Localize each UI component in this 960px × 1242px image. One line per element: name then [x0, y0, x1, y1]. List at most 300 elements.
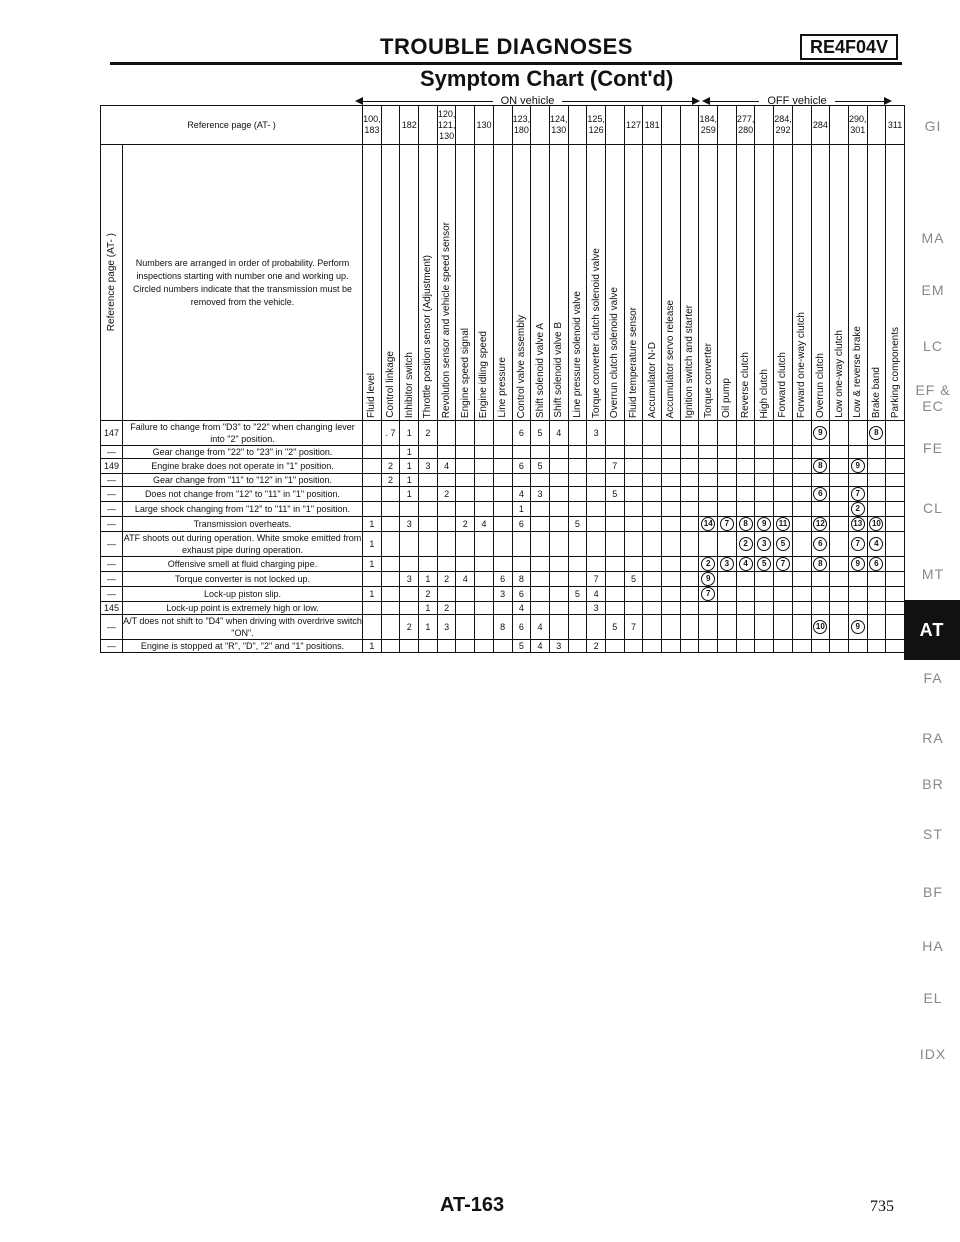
column-header — [493, 145, 512, 421]
probability-cell — [643, 640, 662, 653]
column-header — [568, 145, 587, 421]
symptom-reference-page: — — [101, 640, 123, 653]
probability-cell — [475, 487, 494, 502]
probability-cell — [605, 532, 624, 557]
probability-cell — [792, 502, 811, 517]
column-reference-page: 130 — [475, 106, 494, 145]
probability-cell — [848, 640, 867, 653]
probability-cell: . 7 — [381, 421, 400, 446]
probability-cell — [867, 615, 886, 640]
circled-number-icon: 7 — [720, 517, 734, 531]
probability-cell — [774, 517, 793, 532]
circled-number-icon: 9 — [813, 426, 827, 440]
probability-cell — [549, 459, 568, 474]
probability-cell — [699, 557, 718, 572]
probability-cell — [680, 615, 699, 640]
column-name: Parking components — [889, 326, 901, 418]
probability-cell — [643, 532, 662, 557]
column-names-row — [101, 145, 905, 421]
probability-cell — [774, 572, 793, 587]
probability-cell — [605, 517, 624, 532]
probability-cell — [755, 602, 774, 615]
column-reference-page: 100, 183 — [363, 106, 382, 145]
probability-cell — [699, 532, 718, 557]
probability-cell — [680, 502, 699, 517]
probability-cell: 2 — [381, 459, 400, 474]
probability-cell: 2 — [400, 615, 419, 640]
column-name: Reverse clutch — [740, 351, 752, 418]
probability-cell: 1 — [363, 640, 382, 653]
symptom-row — [101, 615, 905, 640]
column-name: Fluid level — [366, 372, 378, 418]
section-tab-mt[interactable]: MT — [921, 566, 945, 582]
probability-cell: 6 — [512, 587, 531, 602]
probability-cell — [848, 602, 867, 615]
probability-cell — [475, 602, 494, 615]
probability-cell — [830, 532, 849, 557]
column-name: Shift solenoid valve B — [553, 322, 565, 418]
circled-number-icon: 8 — [813, 459, 827, 473]
probability-cell — [549, 587, 568, 602]
circled-number-icon: 9 — [851, 557, 865, 571]
probability-cell — [475, 474, 494, 487]
probability-cell — [830, 572, 849, 587]
column-name: Line pressure — [497, 357, 509, 418]
probability-cell: 3 — [419, 459, 438, 474]
circled-number-icon: 6 — [813, 487, 827, 501]
probability-cell — [662, 459, 681, 474]
probability-cell — [549, 502, 568, 517]
probability-cell — [363, 421, 382, 446]
probability-cell — [792, 557, 811, 572]
circled-number-icon: 11 — [776, 517, 790, 531]
column-reference-page — [718, 106, 737, 145]
probability-cell — [848, 572, 867, 587]
symptom-description: Failure to change from "D3" to "22" when changing lever into "2" position. — [123, 421, 363, 446]
probability-cell — [792, 421, 811, 446]
probability-cell — [643, 421, 662, 446]
probability-cell: 1 — [419, 572, 438, 587]
symptom-reference-page: — — [101, 557, 123, 572]
probability-cell — [568, 502, 587, 517]
probability-cell — [886, 421, 905, 446]
probability-cell — [699, 587, 718, 602]
probability-cell — [624, 587, 643, 602]
probability-cell — [419, 640, 438, 653]
probability-cell — [493, 532, 512, 557]
probability-cell — [811, 587, 830, 602]
probability-cell — [755, 532, 774, 557]
section-tab-cl[interactable]: CL — [923, 500, 943, 516]
probability-cell — [363, 502, 382, 517]
probability-cell — [718, 474, 737, 487]
reference-page-row — [101, 106, 905, 145]
probability-cell — [493, 557, 512, 572]
probability-cell: 1 — [363, 517, 382, 532]
probability-cell — [830, 557, 849, 572]
probability-cell — [867, 557, 886, 572]
column-name: Overrun clutch solenoid valve — [609, 286, 621, 418]
column-name: Brake band — [870, 366, 882, 418]
probability-cell — [755, 587, 774, 602]
circled-number-icon: 3 — [720, 557, 734, 571]
probability-cell — [736, 640, 755, 653]
probability-cell — [531, 557, 550, 572]
probability-cell — [419, 502, 438, 517]
probability-cell — [811, 474, 830, 487]
probability-cell: 4 — [512, 602, 531, 615]
probability-cell — [699, 502, 718, 517]
section-tab-st[interactable]: ST — [923, 826, 943, 842]
symptom-description: A/T does not shift to "D4" when driving with overdrive switch "ON". — [123, 616, 362, 638]
symptom-row — [101, 421, 905, 446]
symptom-reference-page: — — [101, 572, 123, 587]
probability-cell — [886, 459, 905, 474]
symptom-reference-page: — — [101, 532, 123, 557]
probability-cell — [531, 587, 550, 602]
probability-cell — [437, 474, 456, 487]
section-tab-ra[interactable]: RA — [922, 730, 944, 746]
circled-number-icon: 2 — [851, 502, 865, 516]
probability-cell — [475, 502, 494, 517]
probability-cell — [605, 557, 624, 572]
probability-cell — [755, 640, 774, 653]
probability-cell: 1 — [400, 474, 419, 487]
column-name: Shift solenoid valve A — [534, 322, 546, 418]
probability-cell: 3 — [531, 487, 550, 502]
probability-cell — [718, 421, 737, 446]
section-tab-lc[interactable]: LC — [923, 338, 943, 354]
column-reference-page — [755, 106, 774, 145]
probability-cell — [680, 446, 699, 459]
symptom-description: Torque converter is not locked up. — [123, 572, 363, 587]
probability-cell — [493, 474, 512, 487]
probability-cell — [531, 602, 550, 615]
probability-cell — [493, 459, 512, 474]
probability-cell — [680, 474, 699, 487]
probability-cell — [774, 459, 793, 474]
probability-cell: 8 — [512, 572, 531, 587]
probability-cell: 1 — [400, 421, 419, 446]
probability-cell — [568, 572, 587, 587]
column-reference-page — [456, 106, 475, 145]
probability-cell — [624, 557, 643, 572]
probability-cell — [568, 640, 587, 653]
section-tab-ha[interactable]: HA — [922, 938, 944, 954]
probability-cell — [587, 517, 606, 532]
probability-cell — [587, 532, 606, 557]
circled-number-icon: 2 — [701, 557, 715, 571]
circled-number-icon: 9 — [851, 620, 865, 634]
symptom-description: Transmission overheats. — [123, 517, 363, 532]
probability-cell: 6 — [512, 615, 531, 640]
column-header — [605, 145, 624, 421]
probability-cell: 3 — [400, 517, 419, 532]
section-tab-at[interactable]: AT — [904, 600, 960, 660]
section-tab-br[interactable]: BR — [922, 776, 944, 792]
probability-cell — [736, 532, 755, 557]
circled-number-icon: 9 — [851, 459, 865, 473]
column-name: Revolution sensor and vehicle speed sensor — [441, 221, 453, 418]
probability-cell — [886, 517, 905, 532]
probability-cell — [363, 602, 382, 615]
probability-cell — [456, 587, 475, 602]
probability-cell — [736, 587, 755, 602]
probability-cell — [755, 502, 774, 517]
probability-cell — [867, 572, 886, 587]
probability-cell: 3 — [437, 615, 456, 640]
probability-cell — [718, 502, 737, 517]
symptom-row — [101, 572, 905, 587]
probability-cell — [886, 640, 905, 653]
symptom-reference-page: — — [101, 502, 123, 517]
probability-cell — [830, 517, 849, 532]
column-reference-page: 127 — [624, 106, 643, 145]
probability-cell — [475, 421, 494, 446]
probability-cell — [699, 487, 718, 502]
probability-cell — [568, 602, 587, 615]
column-name: Forward clutch — [777, 352, 789, 418]
probability-cell — [381, 446, 400, 459]
section-tab-em[interactable]: EM — [921, 282, 945, 298]
probability-cell — [605, 572, 624, 587]
symptom-reference-page: 145 — [101, 602, 123, 615]
section-tab-gi[interactable]: GI — [924, 118, 942, 134]
probability-cell — [568, 421, 587, 446]
symptom-reference-page: 147 — [101, 421, 123, 446]
probability-cell — [643, 572, 662, 587]
column-header — [792, 145, 811, 421]
section-tab-idx[interactable]: IDX — [919, 1046, 947, 1062]
circled-number-icon: 7 — [776, 557, 790, 571]
probability-cell: 5 — [605, 615, 624, 640]
probability-cell — [437, 532, 456, 557]
column-header — [643, 145, 662, 421]
column-header — [381, 145, 400, 421]
probability-cell — [830, 587, 849, 602]
column-reference-page: 182 — [400, 106, 419, 145]
symptom-description: Gear change from "11" to "12" in "1" position. — [123, 474, 363, 487]
probability-cell — [475, 640, 494, 653]
column-header — [587, 145, 606, 421]
probability-cell: 1 — [419, 602, 438, 615]
probability-cell — [886, 487, 905, 502]
probability-cell: 4 — [456, 572, 475, 587]
probability-cell — [568, 557, 587, 572]
probability-cell — [830, 487, 849, 502]
probability-cell — [811, 517, 830, 532]
probability-cell — [624, 474, 643, 487]
probability-cell: 5 — [605, 487, 624, 502]
probability-cell — [848, 474, 867, 487]
symptom-reference-page: — — [101, 615, 123, 640]
probability-cell — [662, 615, 681, 640]
circled-number-icon: 6 — [813, 537, 827, 551]
probability-cell — [718, 487, 737, 502]
arrow-left-icon — [355, 97, 363, 105]
probability-cell — [381, 502, 400, 517]
probability-cell — [605, 421, 624, 446]
column-reference-page: 181 — [643, 106, 662, 145]
probability-cell — [475, 615, 494, 640]
probability-cell — [811, 459, 830, 474]
circled-number-icon: 7 — [851, 537, 865, 551]
probability-cell — [886, 615, 905, 640]
probability-cell — [718, 459, 737, 474]
probability-cell — [624, 532, 643, 557]
probability-cell — [680, 602, 699, 615]
section-tab-fe[interactable]: FE — [923, 440, 943, 456]
probability-cell — [811, 421, 830, 446]
section-tab-fa[interactable]: FA — [923, 670, 943, 686]
symptom-description: Does not change from "12" to "11" in "1" position. — [123, 487, 363, 502]
probability-cell — [643, 446, 662, 459]
probability-cell — [456, 446, 475, 459]
probability-cell: 5 — [531, 459, 550, 474]
column-reference-page — [419, 106, 438, 145]
section-tab-ma[interactable]: MA — [921, 230, 945, 246]
column-reference-page — [605, 106, 624, 145]
circled-number-icon: 2 — [739, 537, 753, 551]
probability-cell — [587, 615, 606, 640]
probability-cell — [531, 474, 550, 487]
probability-cell — [363, 446, 382, 459]
probability-cell — [867, 446, 886, 459]
probability-cell: 1 — [363, 557, 382, 572]
probability-cell — [475, 532, 494, 557]
probability-cell — [456, 421, 475, 446]
probability-cell: 4 — [437, 459, 456, 474]
column-name: Inhibitor switch — [403, 351, 415, 418]
probability-cell — [531, 572, 550, 587]
probability-cell — [549, 572, 568, 587]
probability-cell — [774, 615, 793, 640]
circled-number-icon: 10 — [869, 517, 883, 531]
section-tab-bf[interactable]: BF — [923, 884, 943, 900]
column-reference-page — [493, 106, 512, 145]
section-tab-ef-ec[interactable]: EF & EC — [915, 382, 951, 414]
column-header — [512, 145, 531, 421]
column-name: Overrun clutch — [814, 352, 826, 418]
probability-cell — [662, 532, 681, 557]
probability-cell — [792, 487, 811, 502]
probability-cell: 8 — [493, 615, 512, 640]
probability-cell — [456, 640, 475, 653]
probability-cell — [381, 587, 400, 602]
probability-cell — [624, 502, 643, 517]
probability-cell — [848, 446, 867, 459]
symptom-description: Lock-up piston slip. — [123, 587, 363, 602]
column-header — [624, 145, 643, 421]
probability-cell — [774, 446, 793, 459]
probability-cell — [381, 572, 400, 587]
probability-cell — [755, 421, 774, 446]
column-header — [774, 145, 793, 421]
symptom-reference-page: — — [101, 587, 123, 602]
probability-cell: 6 — [512, 459, 531, 474]
probability-cell: 3 — [493, 587, 512, 602]
probability-cell — [624, 602, 643, 615]
probability-cell: 4 — [549, 421, 568, 446]
probability-cell — [587, 487, 606, 502]
probability-cell — [736, 487, 755, 502]
symptom-row — [101, 502, 905, 517]
probability-cell — [475, 459, 494, 474]
column-name: Engine speed signal — [459, 327, 471, 418]
symptom-row — [101, 532, 905, 557]
column-reference-page — [830, 106, 849, 145]
probability-cell: 6 — [512, 517, 531, 532]
probability-cell — [662, 474, 681, 487]
probability-cell — [848, 615, 867, 640]
probability-cell — [736, 446, 755, 459]
probability-cell — [755, 517, 774, 532]
column-name: Accumulator N-D — [646, 341, 658, 418]
symptom-reference-page: — — [101, 446, 123, 459]
probability-cell — [381, 557, 400, 572]
probability-cell — [680, 517, 699, 532]
probability-cell — [643, 474, 662, 487]
probability-cell: 4 — [531, 640, 550, 653]
probability-cell — [363, 487, 382, 502]
probability-cell — [792, 587, 811, 602]
probability-cell — [886, 446, 905, 459]
probability-cell — [624, 446, 643, 459]
probability-cell — [792, 640, 811, 653]
vertical-ref-text: Reference page (AT- ) — [106, 233, 117, 332]
probability-cell — [605, 640, 624, 653]
probability-cell — [437, 517, 456, 532]
probability-cell — [755, 572, 774, 587]
symptom-description: Engine is stopped at "R", "D", "2" and "1" positions. — [123, 640, 363, 653]
probability-cell: 2 — [437, 572, 456, 587]
column-reference-page: 124, 130 — [549, 106, 568, 145]
probability-cell — [886, 474, 905, 487]
probability-cell — [718, 557, 737, 572]
symptom-description: Offensive smell at fluid charging pipe. — [123, 557, 363, 572]
probability-cell: 4 — [512, 487, 531, 502]
probability-cell — [493, 446, 512, 459]
column-header — [755, 145, 774, 421]
probability-cell — [605, 446, 624, 459]
probability-cell — [774, 602, 793, 615]
probability-cell — [680, 587, 699, 602]
probability-cell — [587, 459, 606, 474]
column-name: Forward one-way clutch — [796, 311, 808, 418]
probability-cell — [755, 459, 774, 474]
circled-number-icon: 8 — [739, 517, 753, 531]
probability-cell — [643, 602, 662, 615]
column-name: Control linkage — [385, 351, 397, 418]
column-header — [531, 145, 550, 421]
probability-cell — [699, 474, 718, 487]
probability-cell — [400, 532, 419, 557]
section-tab-el[interactable]: EL — [923, 990, 943, 1006]
probability-cell — [774, 557, 793, 572]
probability-cell — [867, 421, 886, 446]
probability-cell — [680, 459, 699, 474]
probability-cell — [736, 557, 755, 572]
probability-cell — [848, 532, 867, 557]
probability-cell — [549, 615, 568, 640]
probability-cell — [774, 421, 793, 446]
symptom-row — [101, 602, 905, 615]
symptom-row — [101, 446, 905, 459]
probability-cell — [867, 587, 886, 602]
column-name: Torque converter — [702, 342, 714, 418]
probability-cell — [699, 459, 718, 474]
probability-cell — [568, 532, 587, 557]
